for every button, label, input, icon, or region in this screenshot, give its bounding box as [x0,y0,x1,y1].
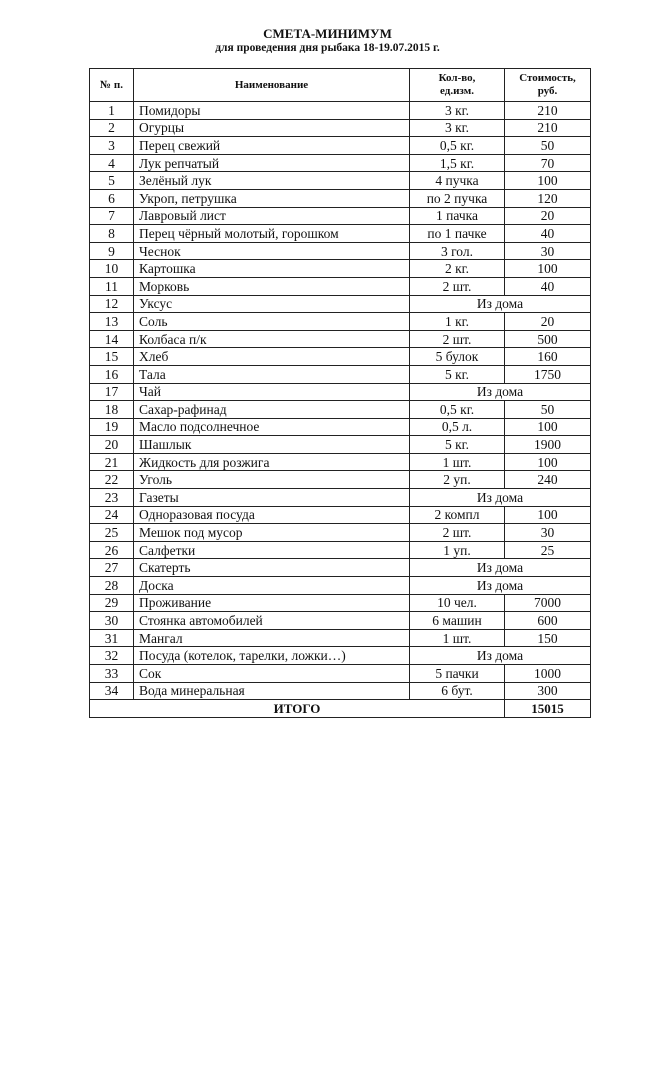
item-quantity: 4 пучка [410,172,505,190]
table-row [90,348,591,366]
total-row [90,700,591,718]
row-number: 28 [90,577,134,595]
item-quantity: 1,5 кг. [410,154,505,172]
row-number: 11 [90,277,134,295]
item-cost: 1750 [505,365,591,383]
item-cost: 100 [505,506,591,524]
row-number: 17 [90,383,134,401]
total-value: 15015 [505,700,591,718]
item-quantity: 6 машин [410,612,505,630]
table-row [90,471,591,489]
item-cost: 210 [505,119,591,137]
row-number: 2 [90,119,134,137]
item-name: Помидоры [134,102,410,120]
table-row [90,102,591,120]
row-number: 13 [90,313,134,331]
item-cost: 500 [505,330,591,348]
item-quantity: 3 кг. [410,102,505,120]
item-name: Перец свежий [134,137,410,155]
item-quantity: 0,5 кг. [410,137,505,155]
table-row [90,629,591,647]
row-number: 10 [90,260,134,278]
row-number: 8 [90,225,134,243]
table-row [90,365,591,383]
row-number: 21 [90,453,134,471]
from-home-note: Из дома [410,383,591,401]
item-cost: 40 [505,225,591,243]
item-name: Укроп, петрушка [134,189,410,207]
row-number: 1 [90,102,134,120]
item-name: Уксус [134,295,410,313]
item-cost: 30 [505,524,591,542]
item-cost: 150 [505,629,591,647]
row-number: 19 [90,418,134,436]
item-quantity: 1 шт. [410,629,505,647]
table-row [90,330,591,348]
table-row [90,137,591,155]
table-row [90,260,591,278]
column-header-cost [505,69,591,102]
item-name: Шашлык [134,436,410,454]
item-quantity: 3 гол. [410,242,505,260]
row-number: 20 [90,436,134,454]
item-name: Скатерть [134,559,410,577]
row-number: 23 [90,489,134,507]
from-home-note: Из дома [410,577,591,595]
item-name: Чай [134,383,410,401]
row-number: 9 [90,242,134,260]
item-name: Перец чёрный молотый, горошком [134,225,410,243]
item-cost: 160 [505,348,591,366]
table-row [90,506,591,524]
table-row [90,577,591,595]
item-cost: 7000 [505,594,591,612]
table-row [90,647,591,665]
row-number: 34 [90,682,134,700]
item-name: Масло подсолнечное [134,418,410,436]
document-subtitle: для проведения дня рыбака 18-19.07.2015 г. [215,42,440,54]
row-number: 32 [90,647,134,665]
row-number: 7 [90,207,134,225]
item-quantity: 2 кг. [410,260,505,278]
item-name: Вода минеральная [134,682,410,700]
item-name: Доска [134,577,410,595]
item-name: Соль [134,313,410,331]
table-row [90,242,591,260]
item-quantity: 5 кг. [410,365,505,383]
table-row [90,119,591,137]
table-row [90,594,591,612]
item-quantity: 10 чел. [410,594,505,612]
item-name: Хлеб [134,348,410,366]
item-quantity: 3 кг. [410,119,505,137]
table-row [90,295,591,313]
item-cost: 240 [505,471,591,489]
item-quantity: по 2 пучка [410,189,505,207]
row-number: 18 [90,401,134,419]
column-header-cost-line2: руб. [537,85,558,97]
table-row [90,436,591,454]
row-number: 6 [90,189,134,207]
from-home-note: Из дома [410,559,591,577]
document-header [0,26,655,55]
item-name: Сок [134,665,410,683]
item-name: Одноразовая посуда [134,506,410,524]
from-home-note: Из дома [410,295,591,313]
item-name: Сахар-рафинад [134,401,410,419]
row-number: 16 [90,365,134,383]
table-row [90,172,591,190]
column-header-num: № п. [90,69,134,102]
item-name: Огурцы [134,119,410,137]
row-number: 15 [90,348,134,366]
item-quantity: 5 пачки [410,665,505,683]
item-name: Колбаса п/к [134,330,410,348]
column-header-cost-line1: Стоимость, [519,72,576,84]
row-number: 5 [90,172,134,190]
item-cost: 100 [505,260,591,278]
item-cost: 50 [505,401,591,419]
item-cost: 70 [505,154,591,172]
table-row [90,612,591,630]
item-quantity: 2 шт. [410,277,505,295]
row-number: 33 [90,665,134,683]
row-number: 24 [90,506,134,524]
item-cost: 1000 [505,665,591,683]
item-name: Картошка [134,260,410,278]
item-cost: 25 [505,541,591,559]
item-name: Уголь [134,471,410,489]
table-row [90,225,591,243]
table-row [90,277,591,295]
item-name: Салфетки [134,541,410,559]
column-header-qty-line1: Кол-во, [438,72,476,84]
item-cost: 100 [505,172,591,190]
row-number: 12 [90,295,134,313]
item-quantity: 1 кг. [410,313,505,331]
item-quantity: 5 кг. [410,436,505,454]
table-body [90,102,591,700]
item-name: Стоянка автомобилей [134,612,410,630]
item-name: Тала [134,365,410,383]
estimate-table [89,68,591,718]
item-cost: 20 [505,207,591,225]
item-name: Лавровый лист [134,207,410,225]
item-cost: 30 [505,242,591,260]
row-number: 22 [90,471,134,489]
column-header-qty [410,69,505,102]
row-number: 26 [90,541,134,559]
item-cost: 1900 [505,436,591,454]
item-cost: 50 [505,137,591,155]
table-row [90,489,591,507]
item-quantity: 1 пачка [410,207,505,225]
table-row [90,383,591,401]
item-name: Жидкость для розжига [134,453,410,471]
table-row [90,154,591,172]
column-header-name: Наименование [134,69,410,102]
item-quantity: 1 шт. [410,453,505,471]
table-row [90,453,591,471]
item-quantity: 1 уп. [410,541,505,559]
item-cost: 210 [505,102,591,120]
item-name: Морковь [134,277,410,295]
item-name: Газеты [134,489,410,507]
table-row [90,665,591,683]
item-name: Чеснок [134,242,410,260]
item-name: Лук репчатый [134,154,410,172]
item-name: Мешок под мусор [134,524,410,542]
total-label: ИТОГО [90,700,505,718]
row-number: 14 [90,330,134,348]
item-cost: 100 [505,418,591,436]
table-row [90,207,591,225]
from-home-note: Из дома [410,489,591,507]
table-row [90,313,591,331]
table-row [90,559,591,577]
column-header-qty-line2: ед.изм. [440,85,474,97]
row-number: 30 [90,612,134,630]
item-cost: 40 [505,277,591,295]
row-number: 29 [90,594,134,612]
item-name: Проживание [134,594,410,612]
table-row [90,541,591,559]
table-row [90,418,591,436]
item-cost: 600 [505,612,591,630]
item-name: Зелёный лук [134,172,410,190]
item-quantity: 2 компл [410,506,505,524]
item-quantity: 2 шт. [410,524,505,542]
item-quantity: 2 уп. [410,471,505,489]
table-header-row [90,69,591,102]
item-name: Посуда (котелок, тарелки, ложки…) [134,647,410,665]
from-home-note: Из дома [410,647,591,665]
table-row [90,189,591,207]
item-cost: 300 [505,682,591,700]
row-number: 25 [90,524,134,542]
item-cost: 120 [505,189,591,207]
item-quantity: 6 бут. [410,682,505,700]
item-quantity: 0,5 кг. [410,401,505,419]
item-cost: 100 [505,453,591,471]
table-row [90,524,591,542]
item-quantity: по 1 пачке [410,225,505,243]
table-row [90,682,591,700]
row-number: 27 [90,559,134,577]
item-quantity: 5 булок [410,348,505,366]
item-cost: 20 [505,313,591,331]
document-title: СМЕТА-МИНИМУМ [263,26,392,41]
item-quantity: 0,5 л. [410,418,505,436]
row-number: 4 [90,154,134,172]
row-number: 31 [90,629,134,647]
row-number: 3 [90,137,134,155]
item-name: Мангал [134,629,410,647]
item-quantity: 2 шт. [410,330,505,348]
table-row [90,401,591,419]
